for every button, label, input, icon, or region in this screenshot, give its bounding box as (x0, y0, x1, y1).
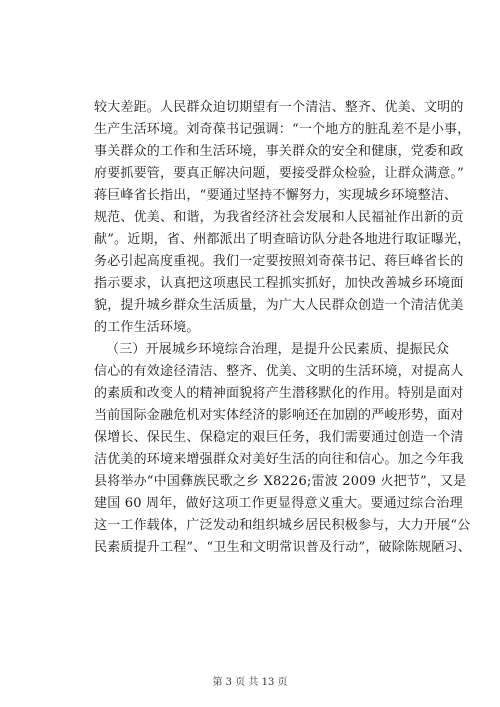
text-line: 献”。近期，省、州都派出了明查暗访队分赴各地进行取证曝光， (94, 232, 471, 247)
text-line: 建国 60 周年，做好这项工作更显得意义重大。要通过综合治理 (94, 496, 463, 511)
text-line: 民素质提升工程”、“卫生和文明常识普及行动”，破除陈规陋习、 (94, 540, 471, 555)
text-line: 县将举办“中国彝族民歌之乡 X8226;雷波 2009 火把节”，又是 (94, 474, 467, 489)
text-line: 事关群众的工作和生活环境，事关群众的安全和健康，党委和政 (94, 144, 464, 159)
document-body (94, 97, 471, 559)
page-number-footer: 第 3 页 共 13 页 (212, 677, 288, 688)
text-line: 貌，提升城乡群众生活质量，为广大人民群众创造一个清洁优美 (94, 298, 464, 313)
text-line: 规范、优美、和谐，为我省经济社会发展和人民福祉作出新的贡 (94, 210, 464, 225)
text-line: 的素质和改变人的精神面貌将产生潜移默化的作用。特别是面对 (94, 386, 464, 401)
text-line: 蒋巨峰省长指出，“要通过坚持不懈努力，实现城乡环境整洁、 (94, 188, 458, 203)
text-line: 信心的有效途径清洁、整齐、优美、文明的生活环境，对提高人 (94, 364, 464, 379)
paragraph-start-line: （三）开展城乡环境综合治理，是提升公民素质、提振民众 (106, 342, 450, 357)
text-line: 洁优美的环境来增强群众对美好生活的向往和信心。加之今年我 (94, 452, 464, 467)
text-line: 当前国际金融危机对实体经济的影响还在加剧的严峻形势，面对 (94, 408, 464, 423)
text-line: 府要抓要管，要真正解决问题，要接受群众检验，让群众满意。” (94, 166, 464, 181)
text-line: 务必引起高度重视。我们一定要按照刘奇葆书记、蒋巨峰省长的 (94, 254, 464, 269)
text-line: 的工作生活环境。 (94, 320, 200, 335)
text-line: 较大差距。人民群众迫切期望有一个清洁、整齐、优美、文明的 (94, 100, 464, 115)
text-line: 保增长、保民生、保稳定的艰巨任务，我们需要通过创造一个清 (94, 430, 464, 445)
text-line: 这一工作载体，广泛发动和组织城乡居民积极参与，大力开展“公 (94, 518, 471, 533)
text-line: 指示要求，认真把这项惠民工程抓实抓好，加快改善城乡环境面 (94, 276, 464, 291)
text-line: 生产生活环境。刘奇葆书记强调：“一个地方的脏乱差不是小事， (94, 122, 471, 137)
